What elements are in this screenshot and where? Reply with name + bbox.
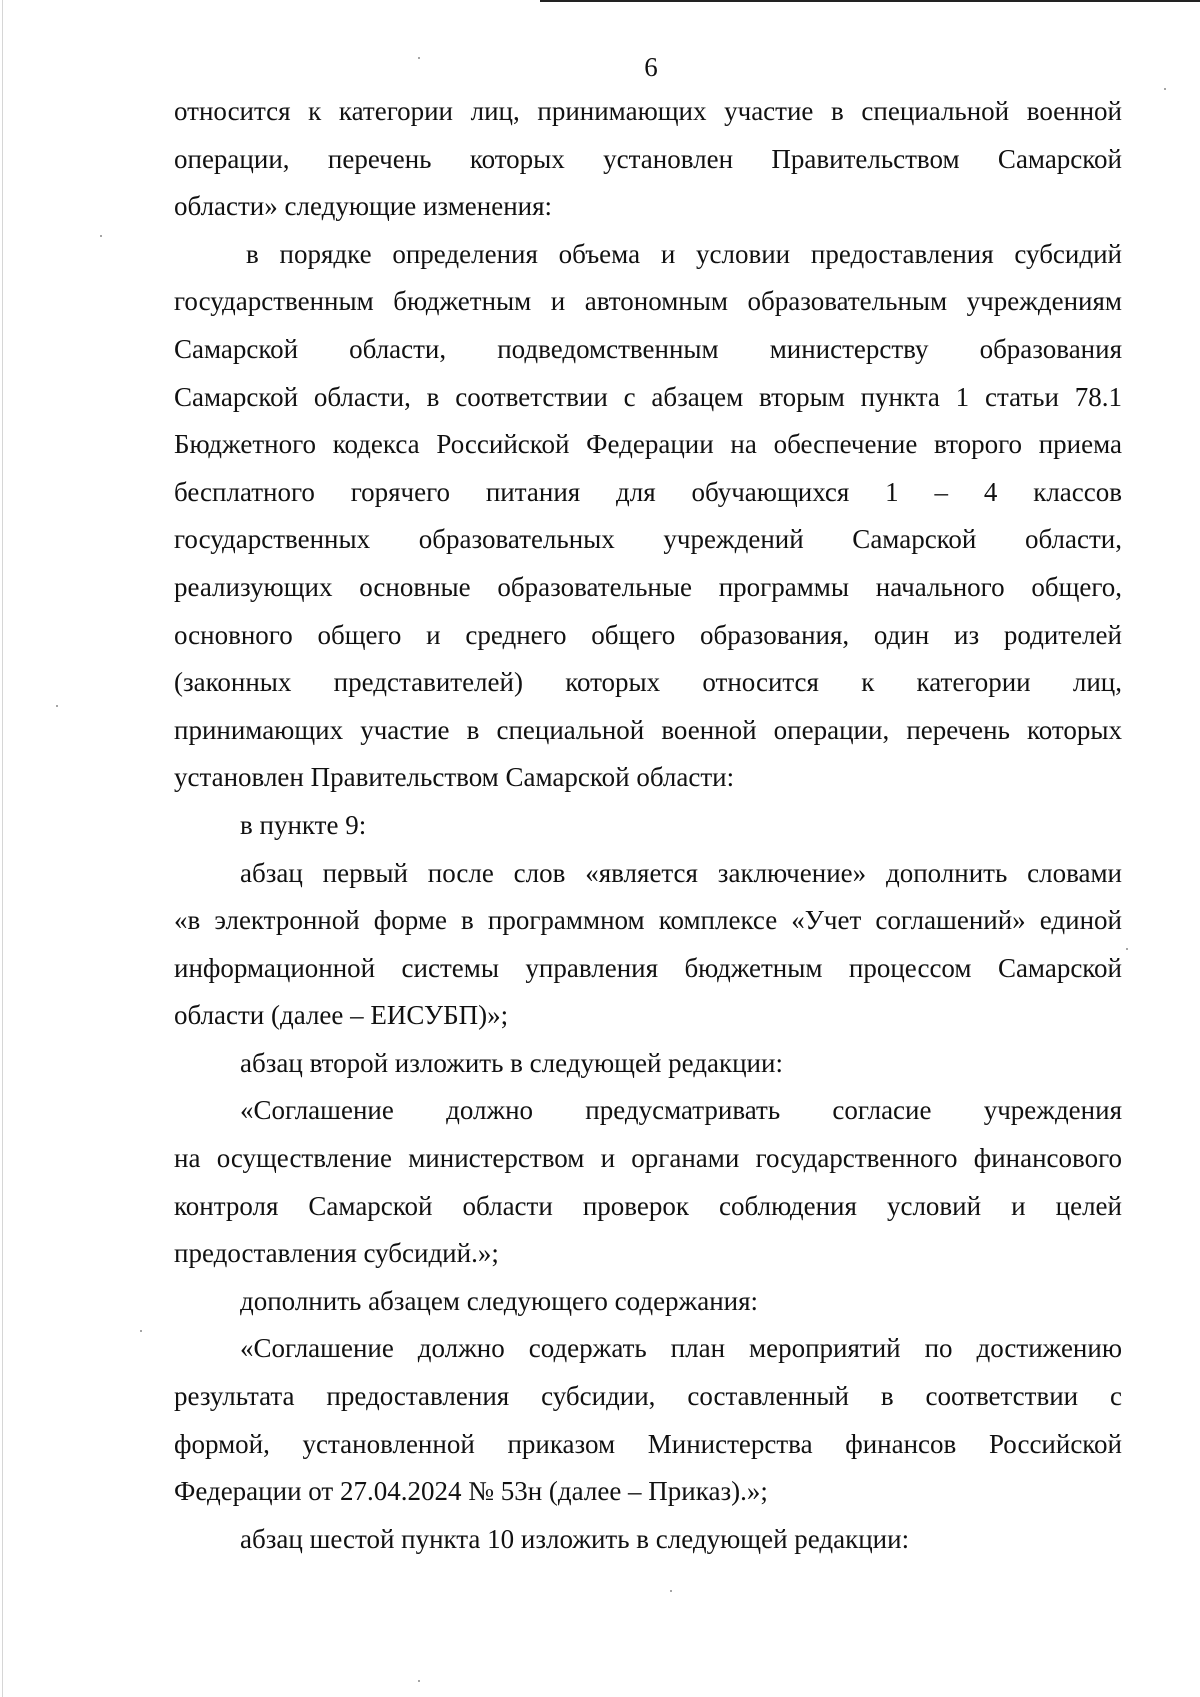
text-line: государственным бюджетным и автономным образовательным учреждениям [174, 286, 1122, 317]
text-line: абзац первый после слов «является заключение» дополнить словами [240, 857, 1122, 888]
text-line: формой, установленной приказом Министерства финансов Российской [174, 1428, 1122, 1459]
text-line: области (далее – ЕИСУБП)»; [174, 1000, 509, 1031]
scan-speck [418, 57, 420, 59]
document-body [174, 88, 1122, 1563]
scan-speck [1164, 88, 1166, 90]
text-line: государственных образовательных учреждений Самарской области, [174, 524, 1122, 555]
text-line: Самарской области, в соответствии с абзацем вторым пункта 1 статьи 78.1 [174, 381, 1122, 412]
text-line: «в электронной форме в программном комплексе «Учет соглашений» единой [174, 905, 1122, 936]
text-line: в порядке определения объема и условии предоставления субсидий [246, 238, 1122, 269]
scan-speck [100, 235, 102, 237]
text-line: операции, перечень которых установлен Правительством Самарской [174, 143, 1122, 174]
scan-speck [670, 1590, 672, 1592]
text-line: Самарской области, подведомственным министерству образования [174, 333, 1122, 364]
text-line: реализующих основные образовательные программы начального общего, [174, 571, 1122, 602]
scan-speck [418, 1680, 420, 1682]
text-line: относится к категории лиц, принимающих участие в специальной военной [174, 96, 1122, 126]
text-line: Федерации от 27.04.2024 № 53н (далее – Приказ).»; [174, 1476, 768, 1507]
text-line: основного общего и среднего общего образования, один из родителей [174, 619, 1122, 650]
text-line: области» следующие изменения: [174, 191, 553, 222]
page-number: 6 [644, 52, 658, 82]
text-line: в пункте 9: [240, 809, 367, 840]
text-line: (законных представителей) которых относится к категории лиц, [174, 667, 1122, 698]
text-line: «Соглашение должно предусматривать согласие учреждения [240, 1095, 1122, 1126]
text-line: абзац шестой пункта 10 изложить в следующей редакции: [240, 1523, 910, 1554]
text-line: установлен Правительством Самарской области: [174, 762, 735, 793]
text-line: Бюджетного кодекса Российской Федерации на обеспечение второго приема [174, 429, 1122, 460]
text-line: дополнить абзацем следующего содержания: [240, 1285, 759, 1316]
scan-speck [140, 1330, 142, 1332]
text-line: бесплатного горячего питания для обучающихся 1 – 4 классов [174, 476, 1122, 507]
scan-speck [56, 705, 58, 707]
text-line: результата предоставления субсидии, составленный в соответствии с [174, 1381, 1122, 1412]
scan-speck [1126, 948, 1128, 950]
text-line: «Соглашение должно содержать план мероприятий по достижению [240, 1333, 1122, 1364]
text-line: информационной системы управления бюджетным процессом Самарской [174, 952, 1122, 983]
text-line: на осуществление министерством и органами государственного финансового [174, 1143, 1122, 1174]
scan-left-edge [2, 0, 3, 1697]
text-line: предоставления субсидий.»; [174, 1238, 499, 1269]
text-line: принимающих участие в специальной военной операции, перечень которых [174, 714, 1122, 745]
scan-top-edge [540, 0, 1200, 2]
text-line: контроля Самарской области проверок соблюдения условий и целей [174, 1190, 1122, 1221]
text-line: абзац второй изложить в следующей редакции: [240, 1047, 783, 1078]
